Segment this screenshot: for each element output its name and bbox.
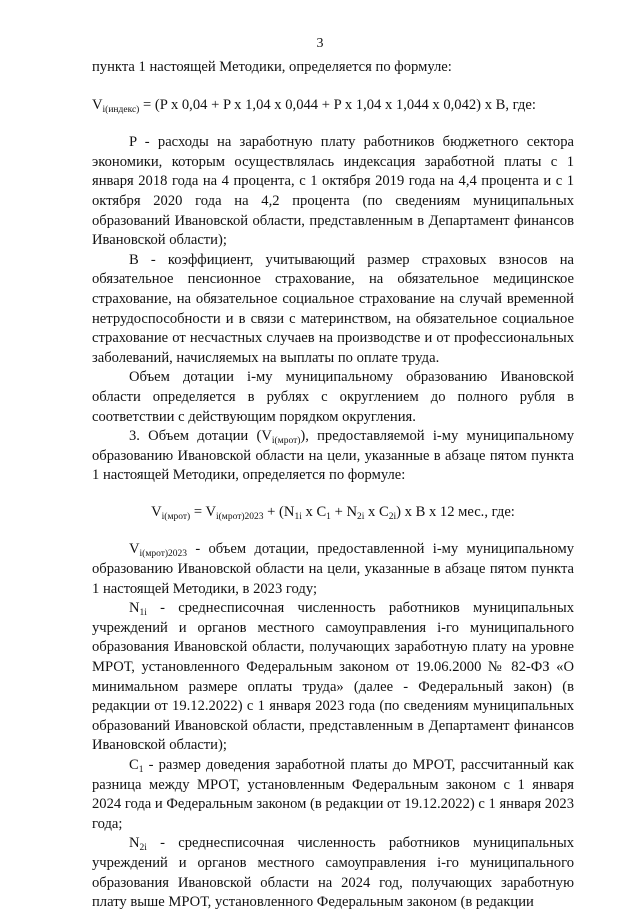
definition-p: P - расходы на заработную плату работников бюджетного сектора экономики, которым осуществлялась индексация заработной платы с 1 января 2018 года на 4 процента, с 1 октября 2019 года на 4,4 процента и с 1 октября 2020 года на 4,2 процента (по сведениям муниципальных образований Ивановской области, представленным в Департамент финансов Ивановской области);: [92, 134, 574, 249]
definition-n1: $N_{1i}$ - среднесписочная численность работников муниципальных учреждений и органов местного самоуправления i-го муниципального образования Ивановской области, получающих заработную плату на уровне МРОТ, установленного Федеральным законом от 19.06.2000 № 82-ФЗ «О минимальном размере оплаты труда» (далее - Федеральный закон) (в редакции от 19.12.2022) с 1 января 2023 года (по сведениям муниципальных образований Ивановской области, представленным в Департамент финансов Ивановской области);: [92, 600, 574, 754]
document-body: [92, 58, 574, 913]
intro-paragraph: пункта 1 настоящей Методики, определяется по формуле:: [92, 59, 452, 75]
definition-v2023: $V_{i(мрот)2023}$ - объем дотации, предоставленной i-му муниципальному образованию Ивановской области на цели, указанные в абзаце пятом пункта 1 настоящей Методики, в 2023 году;: [92, 541, 574, 597]
definition-n2: $N_{2i}$ - среднесписочная численность работников муниципальных учреждений и органов местного самоуправления i-го муниципального образования Ивановской области на 2024 год, получающих заработную плату выше МРОТ, установленного Федеральным законом (в редакции: [92, 835, 574, 911]
page-number: 3: [316, 36, 324, 51]
section-3-paragraph: 3. Объем дотации $(V_{i(мрот)})$, предоставляемой i-му муниципальному образованию Ивановской области на цели, указанные в абзаце пятом пункта 1 настоящей Методики, определяется по формуле:: [92, 428, 574, 484]
formula-mrot: $V_{i(мрот)} = V_{i(мрот)2023} + (N_{1i}$ x $C_1 + N_{2i}$ x $C_{2i}$) x B x 12 мес., где:: [151, 503, 515, 522]
definition-b: B - коэффициент, учитывающий размер страховых взносов на обязательное пенсионное страхование, на обязательное медицинское страхование, на обязательное социальное страхование на случай временной нетрудоспособности и в связи с материнством, на обязательное социальное страхование от несчастных случаев на производстве и от профессиональных заболеваний, начисляемых на выплаты по оплате труда.: [92, 251, 574, 366]
volume-paragraph: Объем дотации i-му муниципальному образованию Ивановской области определяется в рублях с округлением до полного рубля в соответствии с действующим порядком округления.: [92, 369, 574, 425]
formula-index: $V_{i(индекс)} = (P$ x 0,04 + P x 1,04 x 0,044 + P x 1,04 x 1,044 x 0,042) x B, где:: [92, 96, 536, 115]
definition-c1: $C_1$ - размер доведения заработной платы до МРОТ, рассчитанный как разница между МРОТ, установленным Федеральным законом с 1 января 2024 года и Федеральным законом (в редакции от 19.12.2022) с 1 января 2023 года;: [92, 757, 574, 832]
